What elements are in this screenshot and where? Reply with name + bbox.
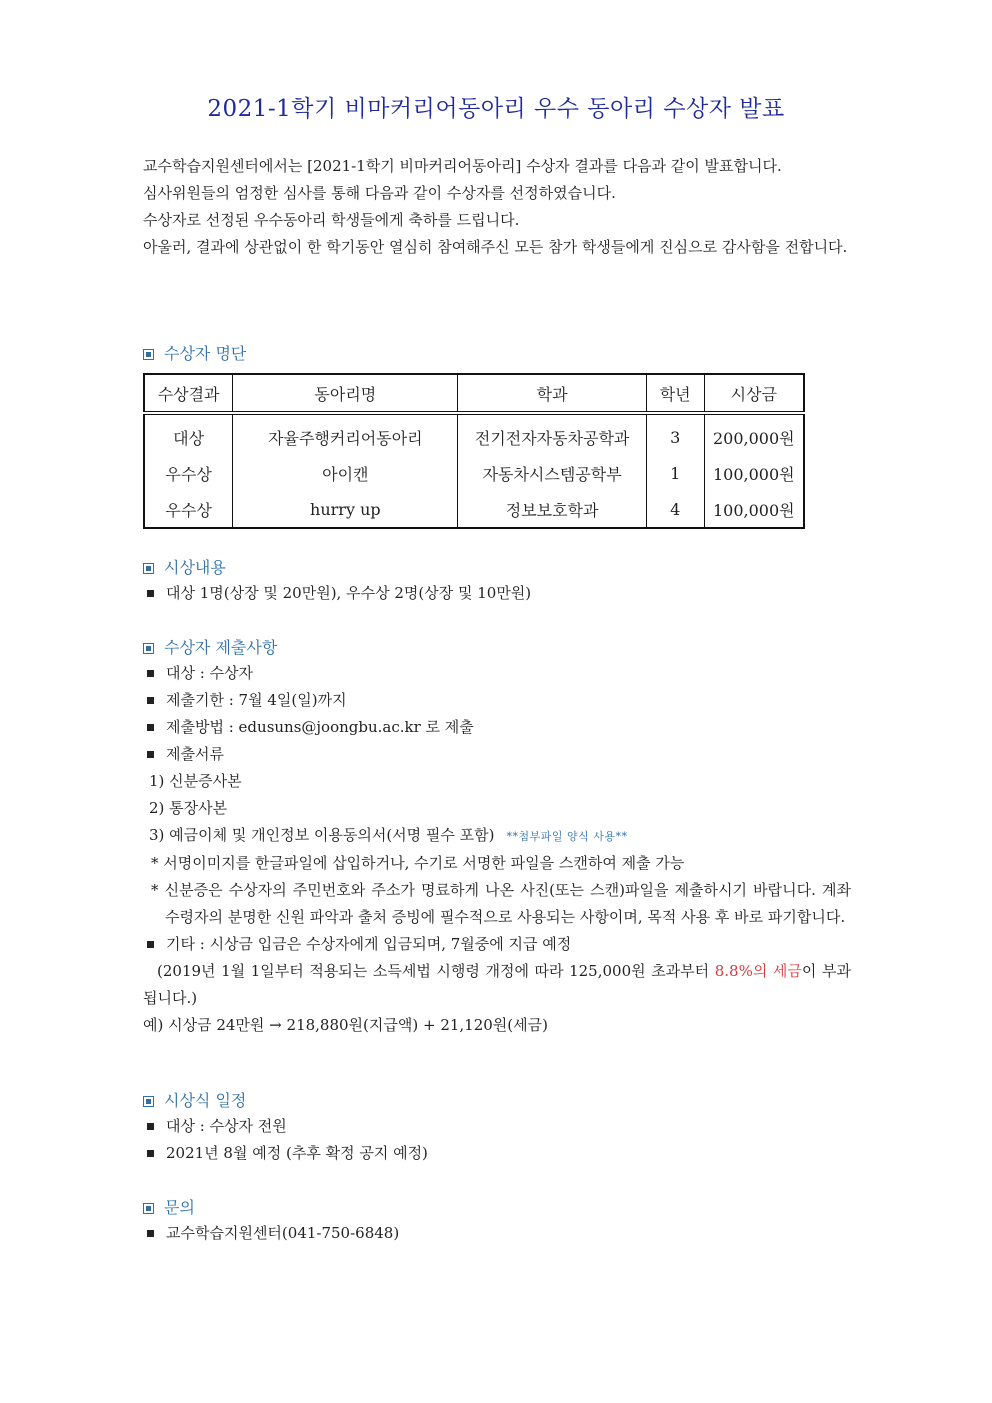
list-item: 교수학습지원센터(041-750-6848) (143, 1220, 851, 1247)
contact-list (143, 1220, 851, 1247)
square-bullet-icon (143, 1096, 154, 1107)
black-square-bullet-icon (147, 1230, 154, 1237)
list-item: 대상 : 수상자 전원 (143, 1113, 851, 1140)
square-bullet-icon (143, 1203, 154, 1214)
square-bullet-icon (143, 349, 154, 360)
ceremony-list (143, 1113, 851, 1167)
column-header: 시상금 (704, 374, 804, 413)
black-square-bullet-icon (147, 590, 154, 597)
square-bullet-icon (143, 563, 154, 574)
table-cell: 200,000원 (704, 413, 804, 455)
table-cell: 자율주행커리어동아리 (233, 413, 458, 455)
list-item: 2021년 8월 예정 (추후 확정 공지 예정) (143, 1140, 851, 1167)
doc-item: 3) 예금이체 및 개인정보 이용동의서(서명 필수 포함) **첨부파일 양식 사용** (149, 826, 628, 844)
table-row (144, 455, 804, 491)
column-header: 수상결과 (144, 374, 233, 413)
submission-list (143, 660, 851, 1039)
black-square-bullet-icon (147, 1150, 154, 1157)
list-item: 제출기한 : 7월 4일(일)까지 (143, 687, 851, 714)
list-item: 제출서류 (143, 741, 851, 768)
list-item: 대상 1명(상장 및 20만원), 우수상 2명(상장 및 10만원) (143, 580, 851, 607)
table-cell: 우수상 (165, 500, 212, 520)
section-heading-ceremony: 시상식 일정 (143, 1088, 246, 1111)
list-item: 대상 : 수상자 (143, 660, 851, 687)
table-cell: 전기전자자동차공학과 (458, 413, 646, 455)
table-cell: 정보보호학과 (458, 491, 646, 528)
table-cell: 100,000원 (704, 491, 804, 528)
doc-item: 2) 통장사본 (149, 799, 228, 817)
table-cell: 3 (646, 413, 704, 455)
table-cell: 100,000원 (704, 455, 804, 491)
intro-line: 아울러, 결과에 상관없이 한 학기동안 열심히 참여해주신 모든 참가 학생들에게 진심으로 감사함을 전합니다. (143, 238, 848, 256)
table-row (144, 491, 804, 528)
black-square-bullet-icon (147, 724, 154, 731)
square-bullet-icon (143, 643, 154, 654)
column-header: 동아리명 (233, 374, 458, 413)
note-line: * 서명이미지를 한글파일에 삽입하거나, 수기로 서명한 파일을 스캔하여 제출 가능 (151, 854, 685, 872)
doc-item: 1) 신분증사본 (149, 772, 242, 790)
tax-highlight: 8.8%의 세금 (714, 962, 802, 980)
intro-line: 심사위원들의 엄정한 심사를 통해 다음과 같이 수상자를 선정하였습니다. (143, 184, 616, 202)
section-heading-submission: 수상자 제출사항 (143, 635, 277, 658)
table-cell: 우수상 (165, 464, 212, 484)
section-heading-winners: 수상자 명단 (143, 341, 246, 364)
table-cell: 1 (646, 455, 704, 491)
intro-paragraph (143, 153, 851, 261)
table-cell: 아이캔 (233, 455, 458, 491)
black-square-bullet-icon (147, 941, 154, 948)
black-square-bullet-icon (147, 697, 154, 704)
intro-line: 교수학습지원센터에서는 [2021-1학기 비마커리어동아리] 수상자 결과를 다음과 같이 발표합니다. (143, 157, 782, 175)
table-row (144, 413, 804, 455)
page-title: 2021-1학기 비마커리어동아리 우수 동아리 수상자 발표 (207, 96, 785, 122)
black-square-bullet-icon (147, 1123, 154, 1130)
note-line: * 신분증은 수상자의 주민번호와 주소가 명료하게 나온 사진(또는 스캔)파일을 제출하시기 바랍니다. 계좌 수령자의 분명한 신원 파악과 출처 증빙에 필수적으로 사용되는 사항이며, 목적 사용 후 바로 파기합니다. (151, 881, 851, 926)
attachment-note: **첨부파일 양식 사용** (506, 830, 628, 843)
section-heading-prize: 시상내용 (143, 555, 226, 578)
prize-list (143, 580, 851, 607)
black-square-bullet-icon (147, 751, 154, 758)
table-header-row (144, 374, 804, 413)
column-header: 학과 (458, 374, 646, 413)
winners-table (143, 373, 805, 529)
table-cell: hurry up (233, 491, 458, 528)
list-item: 제출방법 : edusuns@joongbu.ac.kr 로 제출 (143, 714, 851, 741)
tax-note: (2019년 1월 1일부터 적용되는 소득세법 시행령 개정에 따라 125,000원 초과부터 8.8%의 세금이 부과됩니다.) (143, 962, 851, 1007)
list-item: 기타 : 시상금 입금은 수상자에게 입금되며, 7월중에 지급 예정 (143, 931, 851, 958)
black-square-bullet-icon (147, 670, 154, 677)
example-line: 예) 시상금 24만원 → 218,880원(지급액) + 21,120원(세금) (143, 1016, 548, 1034)
table-cell: 자동차시스템공학부 (458, 455, 646, 491)
table-cell: 4 (646, 491, 704, 528)
section-heading-contact: 문의 (143, 1195, 195, 1218)
intro-line: 수상자로 선정된 우수동아리 학생들에게 축하를 드립니다. (143, 211, 520, 229)
table-cell: 대상 (173, 428, 205, 448)
column-header: 학년 (646, 374, 704, 413)
